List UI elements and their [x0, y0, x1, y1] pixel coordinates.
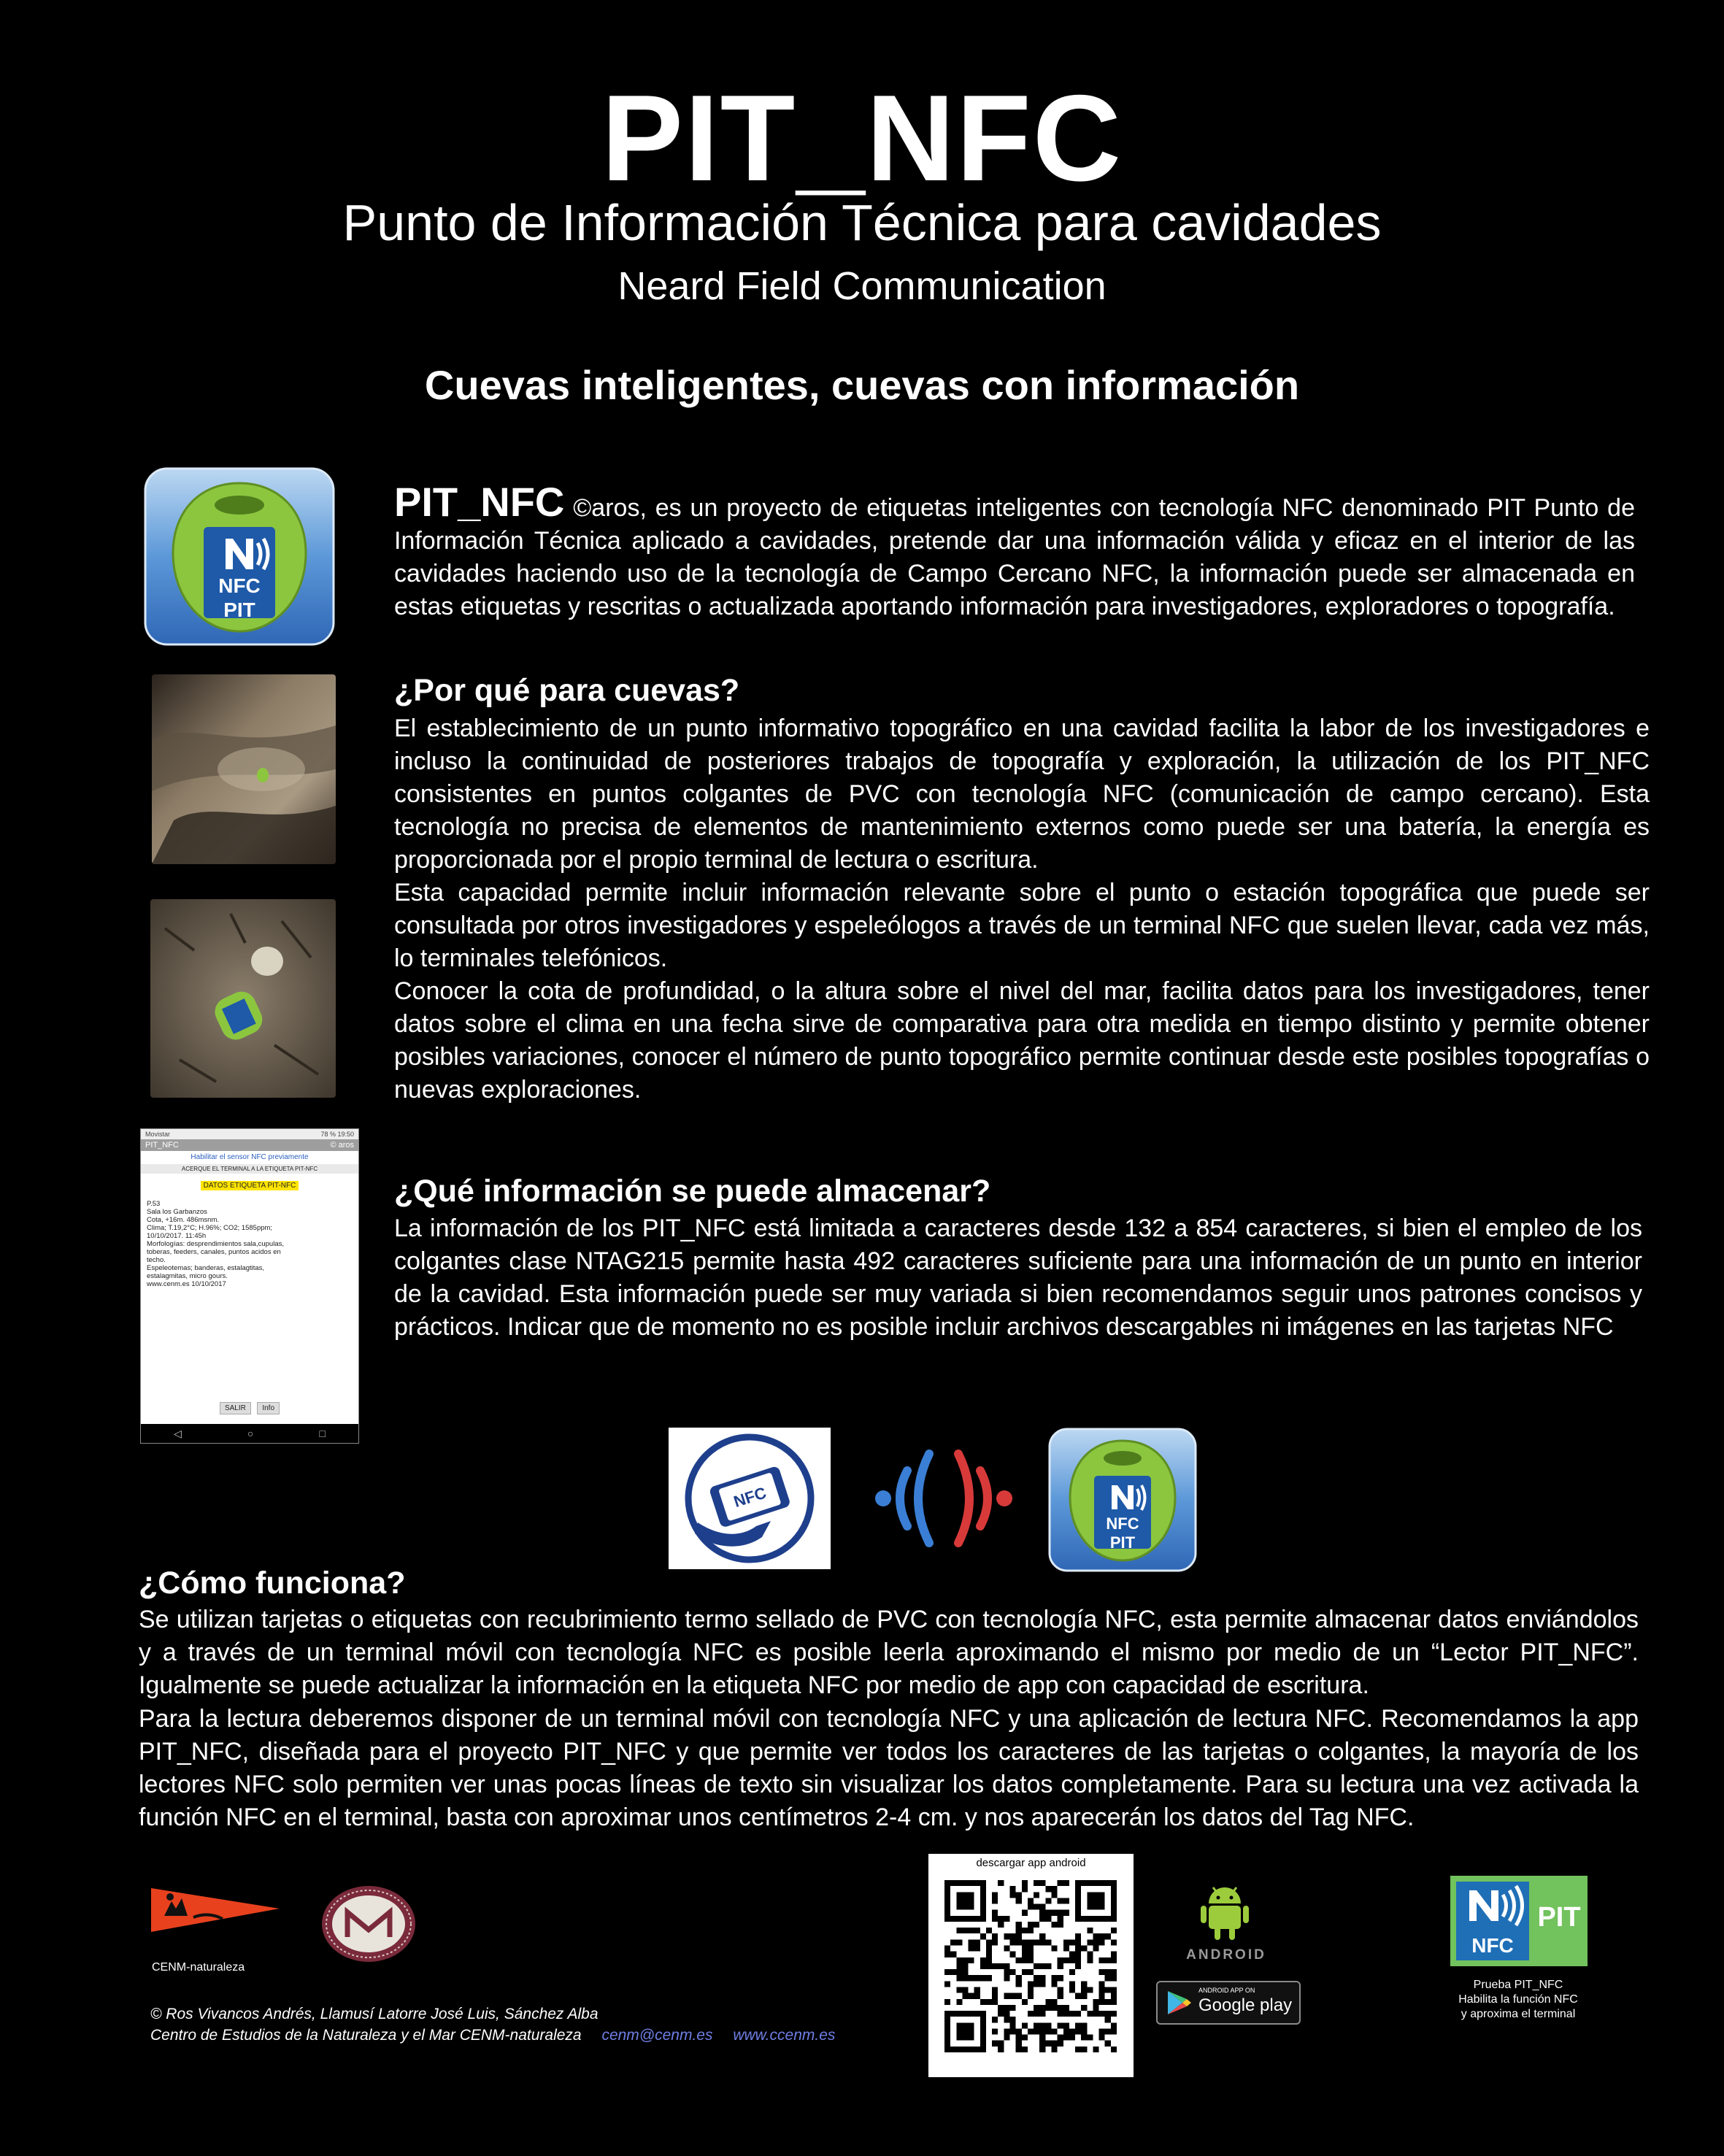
- page-subtitle: Punto de Información Técnica para cavidades: [342, 194, 1382, 251]
- back-icon[interactable]: ◁: [174, 1427, 182, 1439]
- phone-data-line: www.cenm.es 10/10/2017: [147, 1280, 226, 1288]
- phone-status: 78 % 19:50: [320, 1131, 354, 1138]
- cave-photo-floor: [150, 899, 336, 1098]
- phone-data-line: toberas, feeders, canales, puntos acidos en: [147, 1248, 281, 1256]
- phone-nav-bar: [141, 1424, 358, 1443]
- email-link[interactable]: cenm@cenm.es: [601, 2027, 713, 2044]
- why-paragraph-2: Esta capacidad permite incluir información relevante sobre el punto o estación topográfica que puede ser consultada por otros investigadores y espeleólogos a través de un terminal NFC que suelen llevar, cada vez más, lo terminales telefónicos.: [394, 879, 1650, 972]
- tagline: Cuevas inteligentes, cuevas con información: [424, 362, 1300, 408]
- google-play-text: Google play: [1198, 1995, 1293, 2015]
- credits-institution: [150, 2025, 835, 2046]
- nfc-signal-icon: [867, 1438, 1020, 1559]
- phone-data-lines: [147, 1200, 358, 1288]
- pit-keyfob-icon: [1048, 1428, 1197, 1572]
- app-icon-nfc-label: NFC: [218, 574, 261, 597]
- keyfob-pit-label: PIT: [1109, 1533, 1136, 1552]
- phone-data-line: P.53: [147, 1200, 161, 1208]
- section-heading-how: ¿Cómo funciona?: [139, 1566, 406, 1601]
- phone-carrier: Movistar: [145, 1131, 171, 1138]
- pit-nfc-app-icon: [144, 467, 335, 646]
- federation-seal-logo: [320, 1884, 417, 1963]
- page-subtitle-secondary: Neard Field Communication: [617, 264, 1107, 308]
- page-title: PIT_NFC: [601, 69, 1123, 207]
- why-paragraph-1: El establecimiento de un punto informativo topográfico en una cavidad facilita la labor de los investigadores e incluso la continuidad de posteriores trabajos de topografía y exploración, la utilización de los PIT_NFC consistentes en puntos colgantes de PVC con tecnología NFC (comunicación de campo cercano). Esta tecnología no precisa de elementos de mantenimiento externos como puede ser una batería, la energía es proporcionada por el propio terminal de lectura o escritura.: [394, 715, 1650, 874]
- qr-code-panel: [928, 1854, 1134, 2077]
- why-paragraph-3: Conocer la cota de profundidad, o la altura sobre el nivel del mar, facilita datos para los investigadores, tener datos sobre el clima en una fecha sirve de comparativa para otra medida en tiempo distinto y permite obtener posibles variaciones, conocer el número de punto topográfico permite continuar desde este posibles topografías o nuevas exploraciones.: [394, 977, 1650, 1104]
- phone-app-brand: © aros: [330, 1141, 354, 1150]
- phone-data-line: techo.: [147, 1256, 166, 1264]
- home-icon[interactable]: ○: [247, 1428, 254, 1439]
- credits-institution-name: Centro de Estudios de la Naturaleza y el Mar CENM-naturaleza: [150, 2027, 582, 2044]
- pit-caption-line-2: Habilita la función NFC: [1458, 1993, 1578, 2006]
- pit-badge-nfc-label: NFC: [1471, 1934, 1514, 1957]
- what-paragraph: La información de los PIT_NFC está limitada a caracteres desde 132 a 854 caracteres, si bien el empleo de los colgantes clase NTAG215 permite hasta 492 caracteres suficiente para una información de un punto en interior de la cavidad. Esta información puede ser muy variada si bien recomendamos seguir unos patrones concisos y prácticos. Indicar que de momento no es posible incluir archivos descargables ni imágenes en las tarjetas NFC: [394, 1214, 1642, 1341]
- pit-nfc-badge: [1450, 1876, 1588, 1966]
- app-icon-pit-label: PIT: [223, 598, 255, 621]
- cave-photo-wall: [152, 674, 336, 864]
- android-wordmark: ANDROID: [1186, 1947, 1266, 1963]
- nfc-phone-label: NFC: [731, 1483, 769, 1512]
- phone-data-line: Morfologías: desprendimientos sala,cupulas,: [147, 1240, 284, 1248]
- phone-status-bar: [141, 1129, 358, 1139]
- keyfob-nfc-label: NFC: [1106, 1514, 1139, 1533]
- phone-approach-msg: ACERQUE EL TERMINAL A LA ETIQUETA PIT-NFC: [141, 1164, 358, 1174]
- intro-paragraph: [394, 479, 1635, 623]
- nfc-phone-icon: [669, 1428, 831, 1569]
- phone-data-line: 10/10/2017. 11:45h: [147, 1232, 207, 1240]
- how-paragraph-2: Para la lectura deberemos disponer de un terminal móvil con tecnología NFC y una aplicación de lectura NFC. Recomendamos la app PIT_NFC, diseñada para el proyecto PIT_NFC y que permite ver todos los caracteres de las tarjetas o colgantes, la mayoría de los lectores NFC solo permiten ver unas pocas líneas de texto sin visualizar los datos completamente. Para su lectura una vez activada la función NFC en el terminal, basta con aproximar unos centímetros 2-4 cm. y nos aparecerán los datos del Tag NFC.: [139, 1705, 1639, 1831]
- phone-app-bar: [141, 1139, 358, 1151]
- phone-data-line: estalagmitas, micro gours.: [147, 1272, 228, 1280]
- pit-caption-line-1: Prueba PIT_NFC: [1473, 1979, 1563, 1991]
- credits-authors: © Ros Vivancos Andrés, Llamusí Latorre José Luis, Sánchez Alba: [150, 2006, 599, 2022]
- section-heading-why: ¿Por qué para cuevas?: [394, 673, 740, 708]
- google-play-badge[interactable]: [1156, 1981, 1301, 2025]
- how-paragraph-1: Se utilizan tarjetas o etiquetas con recubrimiento termo sellado de PVC con tecnología NFC, esta permite almacenar datos enviándolos y a través de un terminal móvil con tecnología NFC es posible leerla aproximando el mismo por medio de un “Lector PIT_NFC”. Igualmente se puede actualizar la información en la etiqueta NFC por medio de app con capacidad de escritura.: [139, 1606, 1639, 1699]
- phone-data-header: DATOS ETIQUETA PIT-NFC: [201, 1181, 299, 1190]
- phone-data-line: Clima; T.19,2°C; H.96%; CO2; 1585ppm;: [147, 1224, 273, 1232]
- phone-data-line: Cota, +16m. 486msnm.: [147, 1216, 220, 1224]
- section-heading-what: ¿Qué información se puede almacenar?: [394, 1174, 991, 1209]
- cenm-logo-caption: CENM-naturaleza: [152, 1961, 245, 1974]
- qr-code[interactable]: [944, 1880, 1117, 2052]
- google-play-small-text: ANDROID APP ON: [1198, 1987, 1255, 1994]
- pit-badge-caption: [1431, 1978, 1606, 2022]
- website-link[interactable]: www.ccenm.es: [733, 2027, 836, 2044]
- intro-text: ©aros, es un proyecto de etiquetas inteligentes con tecnología NFC denominado PIT Punto de Información Técnica aplicado a cavidades, pretende dar una información válida y eficaz en el interior de las cavidades haciendo uso de la tecnología de Campo Cercano NFC, la información puede ser almacenada en estas etiquetas y rescritas o actualizada aportando información para investigadores, exploradores o topografía.: [394, 494, 1635, 620]
- phone-data-line: Sala los Garbanzos: [147, 1208, 207, 1216]
- phone-info-button[interactable]: Info: [257, 1402, 280, 1414]
- phone-exit-button[interactable]: SALIR: [220, 1402, 251, 1414]
- nfc-symbol-icon: [1456, 1882, 1529, 1933]
- phone-screenshot: [140, 1128, 359, 1444]
- cenm-logo: [150, 1887, 281, 1938]
- phone-enable-msg: Habilitar el sensor NFC previamente: [191, 1153, 309, 1161]
- recents-icon[interactable]: □: [319, 1428, 326, 1439]
- intro-lead: PIT_NFC: [394, 479, 565, 525]
- pit-caption-line-3: y aproxima el terminal: [1461, 2008, 1576, 2020]
- phone-data-line: Espeleotemas; banderas, estalagtitas,: [147, 1264, 265, 1272]
- phone-app-title: PIT_NFC: [145, 1141, 179, 1150]
- qr-caption: descargar app android: [976, 1857, 1086, 1869]
- play-store-icon: [1163, 1988, 1193, 2017]
- android-robot-icon: [1198, 1882, 1251, 1941]
- pit-badge-pit-label: PIT: [1537, 1902, 1581, 1933]
